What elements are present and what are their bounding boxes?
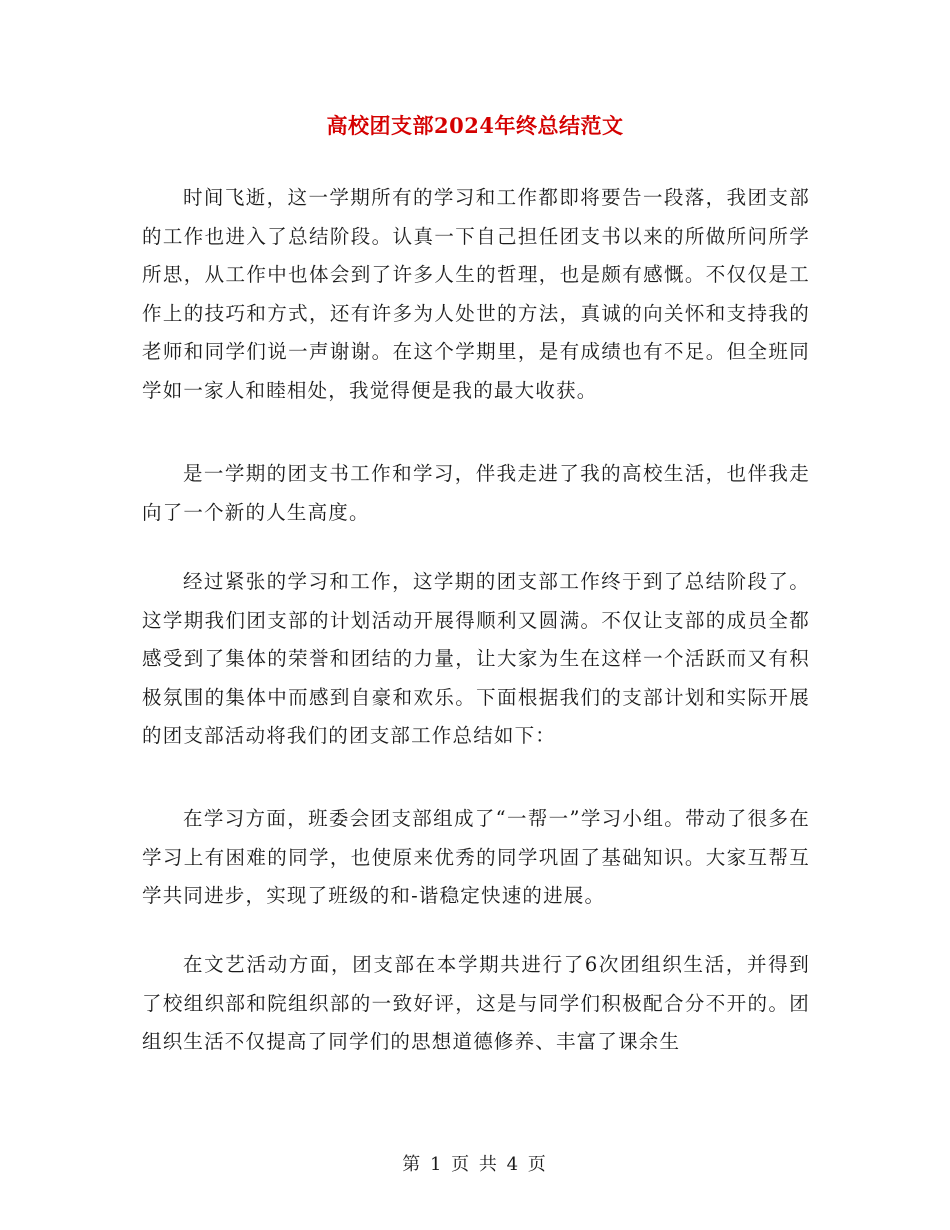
paragraph-summary-intro: 经过紧张的学习和工作，这学期的团支部工作终于到了总结阶段了。这学期我们团支部的计划活动开展得顺利又圆满。不仅让支部的成员全都感受到了集体的荣誉和团结的力量，让大家为生在这样一个活跃而又有积极氛围的集体中而感到自豪和欢乐。下面根据我们的支部计划和实际开展的团支部活动将我们的团支部工作总结如下： — [142, 570, 810, 747]
document-title: 高校团支部2024年终总结范文 — [326, 113, 624, 138]
page-number-footer: 第 1 页 共 4 页 — [402, 1154, 548, 1175]
paragraph-study: 在学习方面，班委会团支部组成了“一帮一”学习小组。带动了很多在学习上有困难的同学，也使原来优秀的同学巩固了基础知识。大家互帮互学共同进步，实现了班级的和-谐稳定快速的进展。 — [142, 807, 810, 907]
paragraph-activities: 在文艺活动方面，团支部在本学期共进行了6次团组织生活，并得到了校组织部和院组织部的一致好评，这是与同学们积极配合分不开的。团组织生活不仅提高了同学们的思想道德修养、丰富了课余生 — [142, 953, 810, 1053]
paragraph-intro: 时间飞逝，这一学期所有的学习和工作都即将要告一段落，我团支部的工作也进入了总结阶段。认真一下自己担任团支书以来的所做所问所学所思，从工作中也体会到了许多人生的哲理，也是颇有感慨。不仅仅是工作上的技巧和方式，还有许多为人处世的方法，真诚的向关怀和支持我的老师和同学们说一声谢谢。在这个学期里，是有成绩也有不足。但全班同学如一家人和睦相处，我觉得便是我的最大收获。 — [142, 186, 810, 402]
paragraph-growth: 是一学期的团支书工作和学习，伴我走进了我的高校生活，也伴我走向了一个新的人生高度。 — [142, 462, 810, 524]
